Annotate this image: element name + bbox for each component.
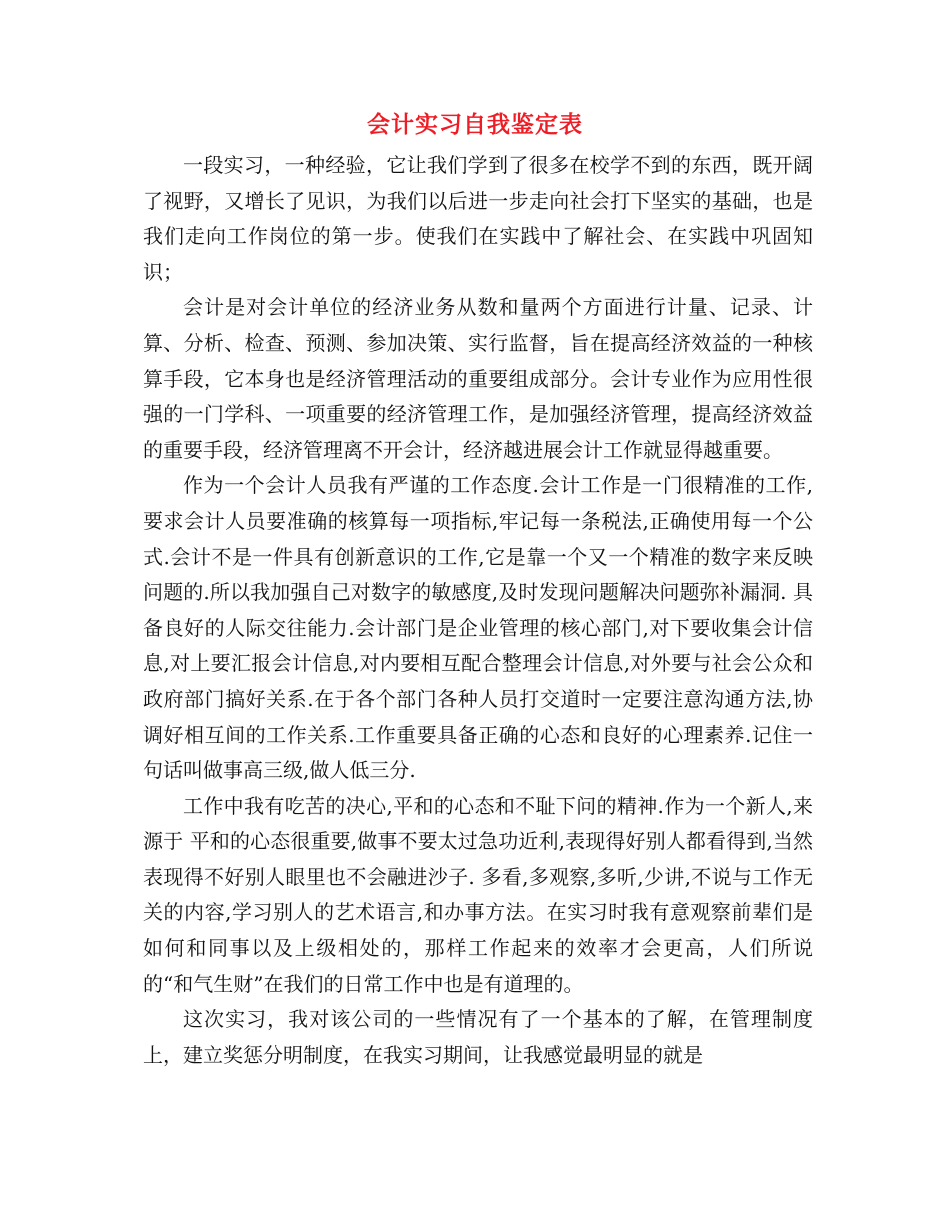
paragraph-4: 工作中我有吃苦的决心,平和的心态和不耻下问的精神.作为一个新人,来源于 平和的心态很重要,做事不要太过急功近利,表现得好别人都看得到,当然表现得不好别人眼里也不会融进沙子. 多看,多观察,多听,少讲,不说与工作无关的内容,学习别人的艺术语言,和办事方法。在实习时我有意观察前辈们是如何和同事以及上级相处的，那样工作起来的效率才会更高，人们所说的“和气生财”在我们的日常工作中也是有道理的。 [143,793,813,996]
paragraph-2: 会计是对会计单位的经济业务从数和量两个方面进行计量、记录、计算、分析、检查、预测、参加决策、实行监督，旨在提高经济效益的一种核算手段，它本身也是经济管理活动的重要组成部分。会计专业作为应用性很强的一门学科、一项重要的经济管理工作，是加强经济管理，提高经济效益的重要手段，经济管理离不开会计，经济越进展会计工作就显得越重要。 [143,295,813,462]
paragraph-1: 一段实习，一种经验，它让我们学到了很多在校学不到的东西，既开阔了视野，又增长了见识，为我们以后进一步走向社会打下坚实的基础，也是我们走向工作岗位的第一步。使我们在实践中了解社会、在实践中巩固知识； [143,153,813,284]
paragraph-3: 作为一个会计人员我有严谨的工作态度.会计工作是一门很精准的工作,要求会计人员要准确的核算每一项指标,牢记每一条税法,正确使用每一个公式.会计不是一件具有创新意识的工作,它是靠一个又一个精准的数字来反映问题的.所以我加强自己对数字的敏感度,及时发现问题解决问题弥补漏洞. 具备良好的人际交往能力.会计部门是企业管理的核心部门,对下要收集会计信息,对上要汇报会计信息,对内要相互配合整理会计信息,对外要与社会公众和政府部门搞好关系.在于各个部门各种人员打交道时一定要注意沟通方法,协调好相互间的工作关系.工作重要具备正确的心态和良好的心理素养.记住一句话叫做事高三级,做人低三分. [143,473,813,783]
paragraph-5: 这次实习，我对该公司的一些情况有了一个基本的了解，在管理制度上，建立奖惩分明制度，在我实习期间，让我感觉最明显的就是 [143,1007,813,1067]
document-title: 会计实习自我鉴定表 [367,112,583,138]
document-body [143,148,813,1073]
